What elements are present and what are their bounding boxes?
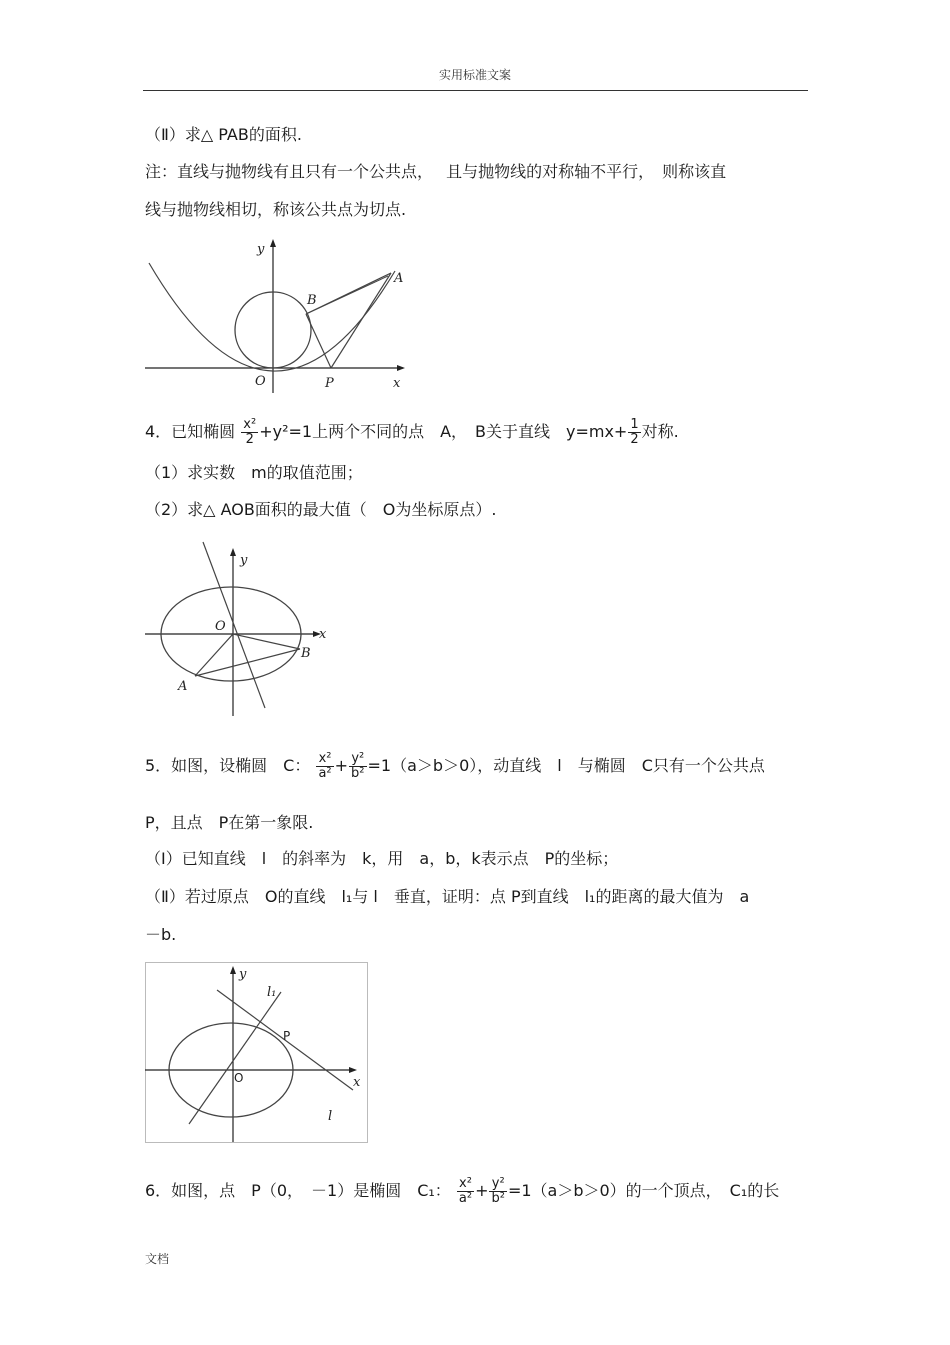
text-line: 线与抛物线相切，称该公共点为切点. (145, 200, 407, 219)
figure-ellipse-tangent (145, 962, 370, 1144)
label-o: O (255, 374, 266, 389)
figure-ellipse-ab (145, 538, 335, 718)
label-b: B (301, 646, 311, 661)
label-y: y (240, 553, 248, 568)
fraction-x2-over-a2: $\frac{\text{x²}}{\text{a²}}$ (318, 751, 332, 781)
question-5-line: 5．如图，设椭圆 C： $\frac{\text{x²}}{\text{a²}}$ + $\frac{\text{y²}}{\text{b²}}$ =1（a＞b＞0），动直线 l 与椭圆 C只有一个公共点 (145, 751, 765, 781)
label-o: O (215, 619, 226, 634)
label-y: y (239, 967, 247, 982)
fraction-y2-over-b2: $\frac{\text{y²}}{\text{b²}}$ (491, 1176, 505, 1206)
segment-ab (195, 649, 300, 676)
label-x: x (353, 1075, 361, 1090)
text-line: （1）求实数 m的取值范围； (145, 463, 363, 482)
parabola (149, 263, 395, 371)
text-line: 注：直线与抛物线有且只有一个公共点， 且与抛物线的对称轴不平行， 则称该直 (145, 162, 727, 181)
label-a: A (178, 679, 188, 694)
text-line: P，且点 P在第一象限. (145, 813, 314, 832)
line-symmetry (203, 542, 265, 708)
fraction-x2-over-2: $\frac{\text{x²}}{2}$ (243, 417, 257, 447)
page-footer: 文档 (145, 1252, 170, 1266)
label-p: P (283, 1029, 291, 1043)
arrow-x (397, 365, 405, 371)
arrow-y (230, 966, 236, 974)
fraction-half: $\frac{1}{2}$ (630, 417, 639, 447)
label-x: x (319, 627, 327, 642)
fraction-x2-over-a2: $\frac{\text{x²}}{\text{a²}}$ (458, 1176, 473, 1206)
arrow-y (270, 239, 276, 247)
text-line: （2）求△ AOB面积的最大值（ O为坐标原点）. (145, 500, 497, 519)
segment-ba2 (306, 276, 388, 314)
question-6-line: 6．如图，点 P（0， －1）是椭圆 C₁： $\frac{\text{x²}}{\text{a²}}$ + $\frac{\text{y²}}{\text{b²}}$ =1（a＞b＞0）的一个顶点， C₁的长 (145, 1176, 780, 1206)
text-line: （Ⅰ）已知直线 l 的斜率为 k，用 a，b，k表示点 P的坐标； (145, 849, 619, 868)
label-x: x (393, 376, 401, 391)
line-l1 (189, 992, 281, 1124)
text-line: （Ⅱ）若过原点 O的直线 l₁与 l 垂直，证明：点 P到直线 l₁的距离的最大值为 a (145, 887, 750, 906)
figure-parabola-circle (145, 235, 410, 395)
label-b: B (307, 293, 317, 308)
header-rule (143, 90, 808, 91)
label-a: A (394, 271, 404, 286)
segment-ob (233, 634, 300, 649)
figure-frame (146, 963, 368, 1143)
question-4-line: 4．已知椭圆 $\frac{\text{x²}}{2}$ +y²=1上两个不同的点 A， B关于直线 y=mx+ $\frac{1}{2}$ 对称. (145, 417, 679, 447)
text-line: －b. (145, 925, 177, 944)
arrow-x (349, 1067, 357, 1073)
label-l1: l₁ (267, 985, 277, 1000)
segment-oa (195, 634, 233, 676)
label-y: y (257, 242, 265, 257)
label-p: P (325, 376, 334, 391)
page-header: 实用标准文案 (438, 68, 511, 82)
label-o: O (234, 1071, 244, 1085)
arrow-y (230, 548, 236, 556)
text-line: （Ⅱ）求△ PAB的面积. (145, 125, 302, 144)
fraction-y2-over-b2: $\frac{\text{y²}}{\text{b²}}$ (351, 751, 365, 781)
label-l: l (328, 1109, 333, 1124)
